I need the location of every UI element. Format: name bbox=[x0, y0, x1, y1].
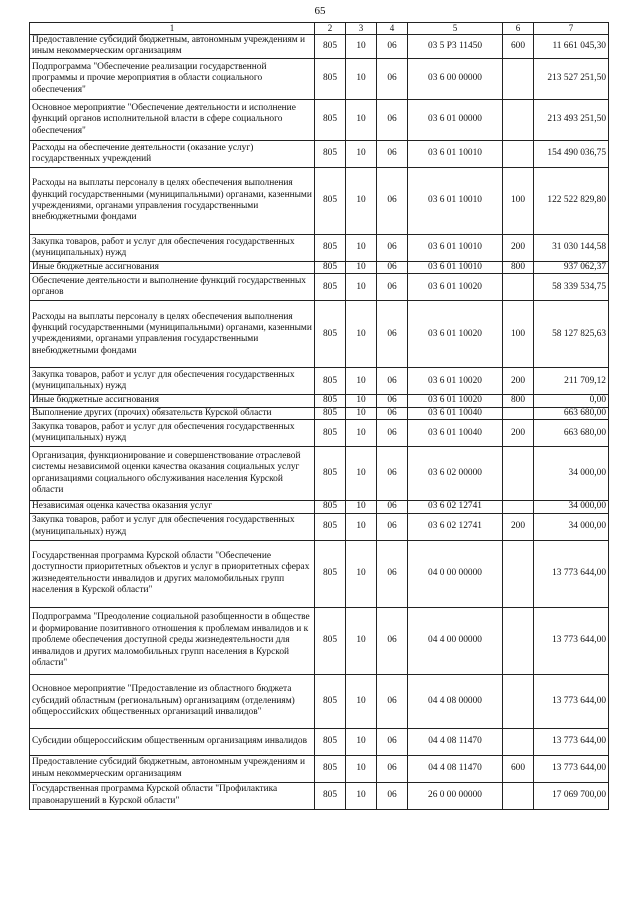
row-name-cell: Обеспечение деятельности и выполнение функций государственных органов bbox=[30, 274, 315, 301]
expense-type-cell bbox=[503, 674, 534, 728]
target-article-cell: 03 6 01 10040 bbox=[408, 407, 503, 419]
table-row bbox=[30, 540, 609, 607]
subsection-cell: 06 bbox=[377, 167, 408, 234]
subsection-cell: 06 bbox=[377, 140, 408, 167]
amount-cell: 58 127 825,63 bbox=[534, 301, 609, 368]
amount-cell: 213 527 251,50 bbox=[534, 58, 609, 99]
expense-type-cell bbox=[503, 99, 534, 140]
subsection-cell: 06 bbox=[377, 407, 408, 419]
expense-type-cell bbox=[503, 607, 534, 674]
subsection-cell: 06 bbox=[377, 447, 408, 501]
code-cell: 805 bbox=[315, 501, 346, 513]
row-name-cell: Основное мероприятие "Обеспечение деятельности и исполнение функций органов исполнительной власти в сфере социального обеспечения" bbox=[30, 99, 315, 140]
amount-cell: 58 339 534,75 bbox=[534, 274, 609, 301]
amount-cell: 154 490 036,75 bbox=[534, 140, 609, 167]
code-cell: 805 bbox=[315, 540, 346, 607]
section-cell: 10 bbox=[346, 234, 377, 261]
table-row bbox=[30, 34, 609, 58]
target-article-cell: 03 6 01 10040 bbox=[408, 420, 503, 447]
target-article-cell: 03 6 01 10010 bbox=[408, 140, 503, 167]
amount-cell: 13 773 644,00 bbox=[534, 674, 609, 728]
target-article-cell: 03 6 01 10010 bbox=[408, 234, 503, 261]
code-cell: 805 bbox=[315, 407, 346, 419]
table-row bbox=[30, 140, 609, 167]
section-cell: 10 bbox=[346, 274, 377, 301]
subsection-cell: 06 bbox=[377, 261, 408, 273]
row-name-cell: Расходы на выплаты персоналу в целях обеспечения выполнения функций государственными (муниципальными) органами, казенными учреждениями, органами управления государственными внебюджетными фондами bbox=[30, 301, 315, 368]
code-cell: 805 bbox=[315, 447, 346, 501]
amount-cell: 211 709,12 bbox=[534, 368, 609, 395]
target-article-cell: 04 4 08 00000 bbox=[408, 674, 503, 728]
expense-type-cell bbox=[503, 140, 534, 167]
expense-type-cell: 600 bbox=[503, 755, 534, 782]
code-cell: 805 bbox=[315, 674, 346, 728]
section-cell: 10 bbox=[346, 368, 377, 395]
row-name-cell: Закупка товаров, работ и услуг для обеспечения государственных (муниципальных) нужд bbox=[30, 420, 315, 447]
expense-type-cell bbox=[503, 782, 534, 809]
section-cell: 10 bbox=[346, 782, 377, 809]
table-row bbox=[30, 407, 609, 419]
row-name-cell: Подпрограмма "Преодоление социальной разобщенности в обществе и формирование позитивного отношения к проблемам инвалидов и к проблеме обеспечения доступной среды жизнедеятельности для инвалидов и других маломобильных групп населения в Курской области" bbox=[30, 607, 315, 674]
table-row bbox=[30, 368, 609, 395]
section-cell: 10 bbox=[346, 513, 377, 540]
subsection-cell: 06 bbox=[377, 755, 408, 782]
amount-cell: 663 680,00 bbox=[534, 407, 609, 419]
section-cell: 10 bbox=[346, 540, 377, 607]
section-cell: 10 bbox=[346, 99, 377, 140]
section-cell: 10 bbox=[346, 395, 377, 407]
amount-cell: 13 773 644,00 bbox=[534, 607, 609, 674]
column-header: 7 bbox=[534, 23, 609, 35]
header-row bbox=[30, 23, 609, 35]
expense-type-cell bbox=[503, 58, 534, 99]
section-cell: 10 bbox=[346, 261, 377, 273]
table-row bbox=[30, 261, 609, 273]
expense-type-cell: 200 bbox=[503, 420, 534, 447]
column-header: 5 bbox=[408, 23, 503, 35]
row-name-cell: Закупка товаров, работ и услуг для обеспечения государственных (муниципальных) нужд bbox=[30, 234, 315, 261]
table-row bbox=[30, 274, 609, 301]
section-cell: 10 bbox=[346, 420, 377, 447]
row-name-cell: Иные бюджетные ассигнования bbox=[30, 261, 315, 273]
expense-type-cell bbox=[503, 274, 534, 301]
code-cell: 805 bbox=[315, 395, 346, 407]
table-row bbox=[30, 501, 609, 513]
amount-cell: 0,00 bbox=[534, 395, 609, 407]
table-row bbox=[30, 58, 609, 99]
subsection-cell: 06 bbox=[377, 368, 408, 395]
row-name-cell: Закупка товаров, работ и услуг для обеспечения государственных (муниципальных) нужд bbox=[30, 513, 315, 540]
column-header: 2 bbox=[315, 23, 346, 35]
expense-type-cell: 100 bbox=[503, 301, 534, 368]
row-name-cell: Основное мероприятие "Предоставление из областного бюджета субсидий областным (региональным) организациям (отделениям) общероссийских общественных организаций инвалидов" bbox=[30, 674, 315, 728]
expense-type-cell: 100 bbox=[503, 167, 534, 234]
amount-cell: 13 773 644,00 bbox=[534, 540, 609, 607]
row-name-cell: Организация, функционирование и совершенствование отраслевой системы независимой оценки качества оказания социальных услуг организациями социального обслуживания населения Курской области bbox=[30, 447, 315, 501]
row-name-cell: Выполнение других (прочих) обязательств Курской области bbox=[30, 407, 315, 419]
code-cell: 805 bbox=[315, 167, 346, 234]
target-article-cell: 03 6 01 10020 bbox=[408, 274, 503, 301]
page-number: 65 bbox=[314, 5, 326, 17]
subsection-cell: 06 bbox=[377, 782, 408, 809]
row-name-cell: Расходы на выплаты персоналу в целях обеспечения выполнения функций государственными (муниципальными) органами, казенными учреждениями, органами управления государственными внебюджетными фондами bbox=[30, 167, 315, 234]
expense-type-cell: 800 bbox=[503, 261, 534, 273]
code-cell: 805 bbox=[315, 261, 346, 273]
code-cell: 805 bbox=[315, 34, 346, 58]
section-cell: 10 bbox=[346, 34, 377, 58]
expense-type-cell bbox=[503, 540, 534, 607]
expense-type-cell: 200 bbox=[503, 368, 534, 395]
table-row bbox=[30, 607, 609, 674]
table-row bbox=[30, 167, 609, 234]
subsection-cell: 06 bbox=[377, 34, 408, 58]
table-row bbox=[30, 513, 609, 540]
section-cell: 10 bbox=[346, 301, 377, 368]
amount-cell: 34 000,00 bbox=[534, 513, 609, 540]
row-name-cell: Предоставление субсидий бюджетным, автономным учреждениям и иным некоммерческим организациям bbox=[30, 34, 315, 58]
section-cell: 10 bbox=[346, 755, 377, 782]
row-name-cell: Закупка товаров, работ и услуг для обеспечения государственных (муниципальных) нужд bbox=[30, 368, 315, 395]
subsection-cell: 06 bbox=[377, 728, 408, 755]
amount-cell: 17 069 700,00 bbox=[534, 782, 609, 809]
code-cell: 805 bbox=[315, 782, 346, 809]
code-cell: 805 bbox=[315, 99, 346, 140]
subsection-cell: 06 bbox=[377, 607, 408, 674]
expense-type-cell: 600 bbox=[503, 34, 534, 58]
code-cell: 805 bbox=[315, 140, 346, 167]
amount-cell: 11 661 045,30 bbox=[534, 34, 609, 58]
table-row bbox=[30, 420, 609, 447]
subsection-cell: 06 bbox=[377, 274, 408, 301]
target-article-cell: 04 0 00 00000 bbox=[408, 540, 503, 607]
expense-type-cell bbox=[503, 501, 534, 513]
column-header: 6 bbox=[503, 23, 534, 35]
amount-cell: 13 773 644,00 bbox=[534, 728, 609, 755]
subsection-cell: 06 bbox=[377, 501, 408, 513]
row-name-cell: Подпрограмма "Обеспечение реализации государственной программы и прочие мероприятия в области социального обеспечения" bbox=[30, 58, 315, 99]
amount-cell: 122 522 829,80 bbox=[534, 167, 609, 234]
table-row bbox=[30, 395, 609, 407]
budget-table bbox=[29, 22, 609, 810]
section-cell: 10 bbox=[346, 407, 377, 419]
code-cell: 805 bbox=[315, 755, 346, 782]
subsection-cell: 06 bbox=[377, 99, 408, 140]
section-cell: 10 bbox=[346, 501, 377, 513]
amount-cell: 937 062,37 bbox=[534, 261, 609, 273]
row-name-cell: Субсидии общероссийским общественным организациям инвалидов bbox=[30, 728, 315, 755]
table-row bbox=[30, 782, 609, 809]
table-row bbox=[30, 301, 609, 368]
table-row bbox=[30, 234, 609, 261]
table-row bbox=[30, 447, 609, 501]
code-cell: 805 bbox=[315, 728, 346, 755]
target-article-cell: 03 6 01 10020 bbox=[408, 301, 503, 368]
target-article-cell: 04 4 08 11470 bbox=[408, 728, 503, 755]
code-cell: 805 bbox=[315, 301, 346, 368]
expense-type-cell bbox=[503, 447, 534, 501]
subsection-cell: 06 bbox=[377, 420, 408, 447]
amount-cell: 31 030 144,58 bbox=[534, 234, 609, 261]
subsection-cell: 06 bbox=[377, 674, 408, 728]
code-cell: 805 bbox=[315, 274, 346, 301]
expense-type-cell bbox=[503, 728, 534, 755]
subsection-cell: 06 bbox=[377, 513, 408, 540]
target-article-cell: 04 4 00 00000 bbox=[408, 607, 503, 674]
section-cell: 10 bbox=[346, 728, 377, 755]
column-header: 1 bbox=[30, 23, 315, 35]
table-row bbox=[30, 674, 609, 728]
section-cell: 10 bbox=[346, 447, 377, 501]
amount-cell: 663 680,00 bbox=[534, 420, 609, 447]
table-row bbox=[30, 99, 609, 140]
row-name-cell: Расходы на обеспечение деятельности (оказание услуг) государственных учреждений bbox=[30, 140, 315, 167]
subsection-cell: 06 bbox=[377, 301, 408, 368]
subsection-cell: 06 bbox=[377, 540, 408, 607]
row-name-cell: Независимая оценка качества оказания услуг bbox=[30, 501, 315, 513]
target-article-cell: 03 6 01 10020 bbox=[408, 395, 503, 407]
expense-type-cell: 800 bbox=[503, 395, 534, 407]
amount-cell: 13 773 644,00 bbox=[534, 755, 609, 782]
code-cell: 805 bbox=[315, 513, 346, 540]
row-name-cell: Иные бюджетные ассигнования bbox=[30, 395, 315, 407]
target-article-cell: 03 6 02 12741 bbox=[408, 501, 503, 513]
section-cell: 10 bbox=[346, 674, 377, 728]
target-article-cell: 03 6 01 10020 bbox=[408, 368, 503, 395]
target-article-cell: 03 5 Р3 11450 bbox=[408, 34, 503, 58]
target-article-cell: 03 6 00 00000 bbox=[408, 58, 503, 99]
expense-type-cell: 200 bbox=[503, 513, 534, 540]
expense-type-cell bbox=[503, 407, 534, 419]
code-cell: 805 bbox=[315, 420, 346, 447]
row-name-cell: Предоставление субсидий бюджетным, автономным учреждениям и иным некоммерческим организациям bbox=[30, 755, 315, 782]
expense-type-cell: 200 bbox=[503, 234, 534, 261]
column-header: 4 bbox=[377, 23, 408, 35]
target-article-cell: 03 6 02 00000 bbox=[408, 447, 503, 501]
target-article-cell: 03 6 01 10010 bbox=[408, 261, 503, 273]
column-header: 3 bbox=[346, 23, 377, 35]
code-cell: 805 bbox=[315, 58, 346, 99]
code-cell: 805 bbox=[315, 607, 346, 674]
section-cell: 10 bbox=[346, 167, 377, 234]
target-article-cell: 04 4 08 11470 bbox=[408, 755, 503, 782]
amount-cell: 34 000,00 bbox=[534, 501, 609, 513]
target-article-cell: 03 6 01 10010 bbox=[408, 167, 503, 234]
row-name-cell: Государственная программа Курской области "Обеспечение доступности приоритетных объектов и услуг в приоритетных сферах жизнедеятельности инвалидов и других маломобильных групп населения в Курской области" bbox=[30, 540, 315, 607]
target-article-cell: 03 6 01 00000 bbox=[408, 99, 503, 140]
code-cell: 805 bbox=[315, 234, 346, 261]
subsection-cell: 06 bbox=[377, 234, 408, 261]
target-article-cell: 03 6 02 12741 bbox=[408, 513, 503, 540]
table-row bbox=[30, 728, 609, 755]
section-cell: 10 bbox=[346, 140, 377, 167]
subsection-cell: 06 bbox=[377, 58, 408, 99]
amount-cell: 34 000,00 bbox=[534, 447, 609, 501]
row-name-cell: Государственная программа Курской области "Профилактика правонарушений в Курской области" bbox=[30, 782, 315, 809]
table-row bbox=[30, 755, 609, 782]
target-article-cell: 26 0 00 00000 bbox=[408, 782, 503, 809]
code-cell: 805 bbox=[315, 368, 346, 395]
subsection-cell: 06 bbox=[377, 395, 408, 407]
section-cell: 10 bbox=[346, 58, 377, 99]
section-cell: 10 bbox=[346, 607, 377, 674]
amount-cell: 213 493 251,50 bbox=[534, 99, 609, 140]
